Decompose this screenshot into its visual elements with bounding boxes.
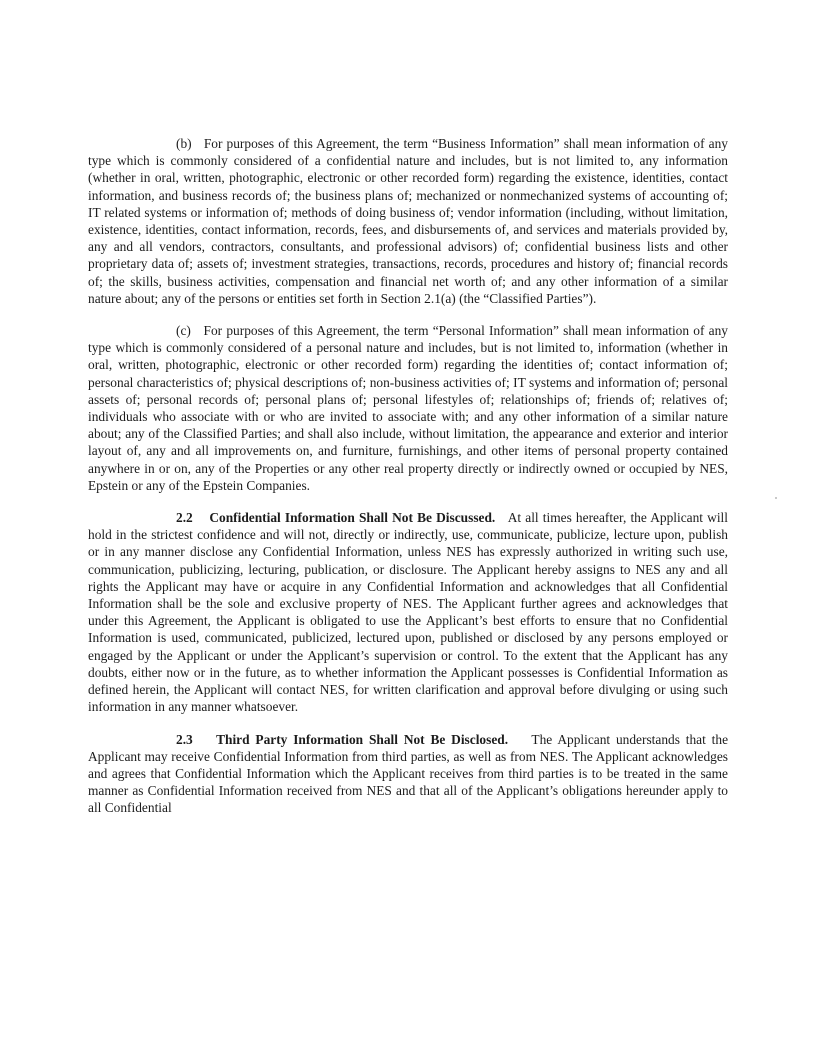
section-text: The Applicant understands that the Applicant may receive Confidential Information from third parties, as well as from NES. The Applicant acknowledges and agrees that Confidential Information which the Applicant receives from third parties is to be treated in the same manner as Confidential Information received from NES and that all of the Applicant’s obligations hereunder apply to all Confidential [88,731,729,816]
paragraph-b [88,135,728,307]
paragraph-text: For purposes of this Agreement, the term “Personal Information” shall mean information of any type which is commonly considered of a personal nature and includes, but is not limited to, information (whether in oral, written, photographic, electronic or other recorded form) regarding the identities of; contact information of; personal characteristics of; physical descriptions of; non-business activities of; IT systems and information of; personal assets of; personal records of; personal plans of; personal lifestyles of; relationships of; friends of; relatives of; individuals who associate with or who are invited to associate with; and any other information of a similar nature about; any of the Classified Parties; and shall also include, without limitation, the appearance and exterior and interior layout of, any and all improvements on, and furniture, furnishings, and other items of personal property contained anywhere in or on, any of the Properties or any other real property directly or indirectly owned or occupied by NES, Epstein or any of the Epstein Companies. [88,323,728,493]
section-number: 2.3 [176,731,193,747]
section-2-3 [88,731,728,817]
section-heading: Third Party Information Shall Not Be Disclosed. [216,731,509,747]
scan-speck [775,497,777,499]
section-heading: Confidential Information Shall Not Be Discussed. [209,510,496,526]
section-text: At all times hereafter, the Applicant will hold in the strictest confidence and will not, directly or indirectly, use, communicate, publicize, lecture upon, publish or in any manner disclose any Confidential Information, unless NES has expressly authorized in writing such use, communication, publicizing, lecturing, publication, or disclosure. The Applicant hereby assigns to NES any and all rights the Applicant may have or acquire in any Confidential Information and acknowledges that all Confidential Information shall be the sole and exclusive property of NES. The Applicant further agrees and acknowledges that under this Agreement, the Applicant is obligated to use the Applicant’s best efforts to ensure that no Confidential Information is used, communicated, publicized, lectured upon, published or disclosed by any persons employed or engaged by the Applicant or under the Applicant’s supervision or control. To the extent that the Applicant has any doubts, either now or in the future, as to whether information the Applicant possesses is Confidential Information as defined herein, the Applicant will contact NES, for written clarification and approval before divulging or using such information in any manner whatsoever. [88,510,728,715]
document-page [88,135,728,817]
paragraph-text: For purposes of this Agreement, the term “Business Information” shall mean information of any type which is commonly considered of a confidential nature and includes, but is not limited to, any information (whether in oral, written, photographic, electronic or other recorded form) regarding the existence, identities, contact information, and business records of; the business plans of; mechanized or nonmechanized systems of accounting of; IT related systems or information of; methods of doing business of; vendor information (including, without limitation, existence, identities, contact information, records, fees, and disbursements of, and services and materials provided by, any and all vendors, contractors, consultants, and professional advisors) of; confidential business lists and other proprietary data of; assets of; investment strategies, transactions, records, procedures and history of; financial records of; the skills, business activities, compensation and financial net worth of; and any other information of a similar nature about; any of the persons or entities set forth in Section 2.1(a) (the “Classified Parties”). [88,136,728,306]
section-2-2 [88,509,728,715]
paragraph-marker: (c) [176,323,191,339]
paragraph-c [88,322,728,494]
section-number: 2.2 [176,510,193,526]
paragraph-marker: (b) [176,136,192,151]
